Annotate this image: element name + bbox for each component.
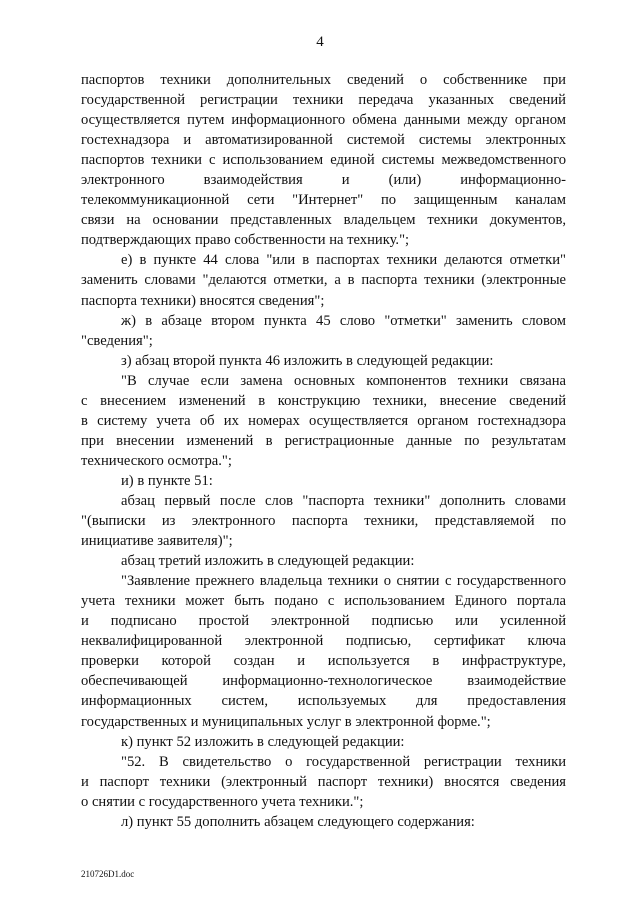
text-line: л) пункт 55 дополнить абзацем следующего содержания:: [121, 813, 475, 830]
text-line: электронного взаимодействия и (или) информационно-: [81, 172, 566, 189]
text-line: и подписано простой электронной подписью или усиленной: [81, 613, 566, 630]
text-line: проверки которой создан и используется в инфраструктуре,: [81, 653, 566, 670]
text-line: заменить словами "делаются отметки, а в паспорта техники (электронные: [81, 272, 566, 289]
text-line: и паспорт техники (электронный паспорт техники) вносятся сведения: [81, 773, 566, 790]
text-line: паспортов техники дополнительных сведений о собственнике при: [81, 72, 566, 88]
text-line: "52. В свидетельство о государственной регистрации техники: [121, 753, 566, 770]
text-line: и) в пункте 51:: [121, 472, 213, 489]
text-line: технического осмотра.";: [81, 452, 232, 469]
text-line: государственных и муниципальных услуг в электронной форме.";: [81, 713, 491, 730]
text-line: "(выписки из электронного паспорта техники, представляемой по: [81, 513, 566, 530]
text-line: инициативе заявителя)";: [81, 533, 233, 550]
text-line: паспортов техники с использованием единой системы межведомственного: [81, 152, 566, 169]
text-line: обеспечивающей информационно-технологическое взаимодействие: [81, 673, 566, 690]
text-line: телекоммуникационной сети "Интернет" по защищенным каналам: [81, 192, 566, 209]
text-line: "В случае если замена основных компонентов техники связана: [121, 372, 566, 389]
text-line: абзац первый после слов "паспорта техники" дополнить словами: [121, 492, 566, 509]
page-number: 4: [316, 34, 324, 50]
text-line: паспорта техники) вносятся сведения";: [81, 292, 325, 309]
text-line: информационных систем, используемых для предоставления: [81, 693, 566, 710]
text-line: к) пункт 52 изложить в следующей редакции:: [121, 733, 405, 750]
text-line: подтверждающих право собственности на технику.";: [81, 232, 410, 249]
text-line: е) в пункте 44 слова "или в паспортах техники делаются отметки": [121, 252, 566, 269]
text-line: "Заявление прежнего владельца техники о снятии с государственного: [121, 573, 566, 590]
text-line: ж) в абзаце втором пункта 45 слово "отметки" заменить словом: [121, 312, 566, 329]
text-line: государственной регистрации техники передача указанных сведений: [81, 92, 566, 109]
text-line: осуществляется путем информационного обмена данными между органом: [81, 112, 566, 129]
text-line: з) абзац второй пункта 46 изложить в следующей редакции:: [121, 352, 494, 369]
footer-filename: 210726D1.doc: [81, 869, 135, 879]
text-line: неквалифицированной электронной подписью, сертификат ключа: [81, 633, 566, 650]
text-line: при внесении изменений в регистрационные данные по результатам: [81, 432, 566, 449]
text-line: гостехнадзора и автоматизированной системой системы электронных: [81, 132, 566, 149]
text-line: связи на основании представленных владельцем техники документов,: [81, 212, 566, 229]
text-line: абзац третий изложить в следующей редакции:: [121, 553, 415, 570]
text-line: "сведения";: [81, 332, 153, 349]
text-line: о снятии с государственного учета техники.";: [81, 793, 364, 810]
document-body: [81, 70, 566, 832]
text-line: в систему учета об их номерах осуществляется органом гостехнадзора: [81, 412, 566, 429]
text-line: учета техники может быть подано с использованием Единого портала: [81, 593, 566, 610]
text-line: с внесением изменений в конструкцию техники, внесение сведений: [81, 392, 566, 409]
